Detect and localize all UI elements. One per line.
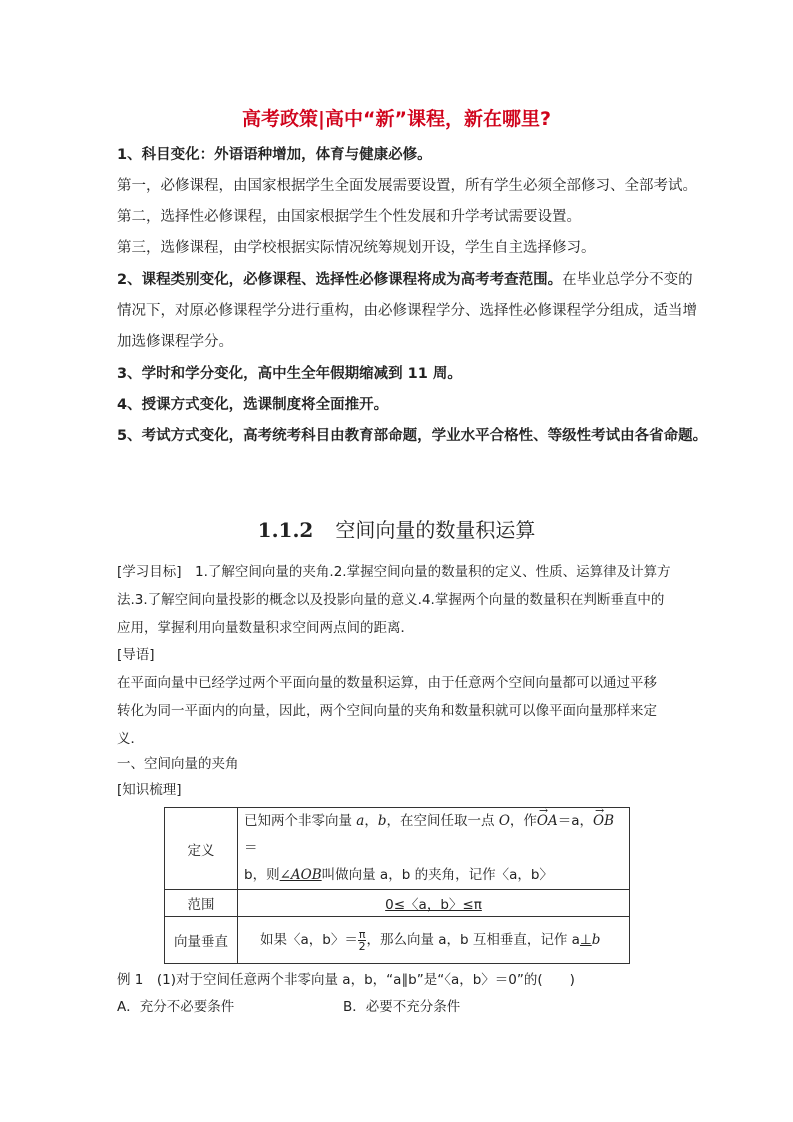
knowledge-table: [164, 807, 630, 964]
vector-ob: → OB: [593, 808, 614, 835]
table-row: [165, 890, 630, 917]
goals-line-3: 应用，掌握利用向量数量积求空间两点间的距离．: [117, 620, 414, 636]
table-cell-definition: 已知两个非零向量 a，b，在空间任取一点 O，作→ OA＝a，→ OB＝ b，则∠AOB叫做向量 a，b 的夹角，记作〈a，b〉: [238, 808, 630, 890]
angle-aob: ∠AOB: [279, 867, 322, 883]
section-title: 空间向量的数量积运算: [335, 518, 536, 542]
option-a: A．充分不必要条件: [117, 999, 235, 1015]
knowledge-label: [知识梳理]: [117, 782, 182, 798]
policy-item-4: 4、授课方式变化，选课制度将全面推开。: [117, 397, 389, 413]
table-row: [165, 808, 630, 890]
pi-over-2: $\frac{\pi}{2}$: [358, 927, 366, 953]
table-cell-range: 0≤〈a，b〉≤π: [238, 890, 630, 917]
intro-line-2: 转化为同一平面内的向量，因此，两个空间向量的夹角和数量积就可以像平面向量那样来定: [117, 703, 657, 719]
policy-item-2: [117, 270, 693, 290]
policy-item-2-line2: 情况下，对原必修课程学分进行重构，由必修课程学分、选择性必修课程学分组成，适当增: [117, 303, 697, 319]
example-1: 例 1 (1)对于空间任意两个非零向量 a，b，“a∥b”是“〈a，b〉＝0”的( ): [117, 972, 575, 988]
policy-item-1b: 第二，选择性必修课程，由国家根据学生个性发展和升学考试需要设置。: [117, 209, 581, 225]
intro-label: [导语]: [117, 647, 155, 663]
policy-item-2-bold: 2、课程类别变化，必修课程、选择性必修课程将成为高考考查范围。: [117, 272, 563, 288]
policy-item-2-line3: 加选修课程学分。: [117, 334, 233, 350]
table-label-range: 范围: [165, 890, 238, 917]
table-label-definition: 定义: [165, 808, 238, 890]
table-cell-perpendicular: 如果〈a，b〉＝ $\frac{\pi}{2}$ ，那么向量 a，b 互相垂直，记作 a⊥b: [238, 917, 630, 964]
option-b: B．必要不充分条件: [343, 999, 461, 1015]
policy-item-2-rest: 在毕业总学分不变的: [562, 272, 693, 288]
goals-line-2: 法.3.了解空间向量投影的概念以及投影向量的意义.4.掌握两个向量的数量积在判断垂直中的: [117, 592, 665, 608]
policy-item-1c: 第三，选修课程，由学校根据实际情况统筹规划开设，学生自主选择修习。: [117, 240, 596, 256]
intro-line-1: 在平面向量中已经学过两个平面向量的数量积运算，由于任意两个空间向量都可以通过平移: [117, 675, 657, 691]
vector-oa: → OA: [537, 808, 558, 835]
table-row: [165, 917, 630, 964]
policy-item-1: 1、科目变化：外语语种增加，体育与健康必修。: [117, 147, 432, 163]
policy-item-3: 3、学时和学分变化，高中生全年假期缩减到 11 周。: [117, 366, 462, 382]
policy-item-5: 5、考试方式变化，高考统考科目由教育部命题，学业水平合格性、等级性考试由各省命题。: [117, 428, 708, 444]
goals-line-1: [学习目标] 1.了解空间向量的夹角.2.掌握空间向量的数量积的定义、性质、运算律及计算方: [117, 564, 671, 580]
goals-label: [学习目标]: [117, 564, 182, 580]
section-number: 1.1.2: [257, 518, 314, 542]
part-heading: 一、空间向量的夹角: [117, 756, 239, 772]
policy-item-1a: 第一，必修课程，由国家根据学生全面发展需要设置，所有学生必须全部修习、全部考试。: [117, 178, 697, 194]
intro-line-3: 义．: [117, 731, 144, 747]
headline: 高考政策|高中“新”课程，新在哪里?: [242, 108, 551, 130]
table-label-perpendicular: 向量垂直: [165, 917, 238, 964]
section-heading: [0, 514, 793, 543]
perp-symbol: ⊥: [579, 932, 592, 949]
